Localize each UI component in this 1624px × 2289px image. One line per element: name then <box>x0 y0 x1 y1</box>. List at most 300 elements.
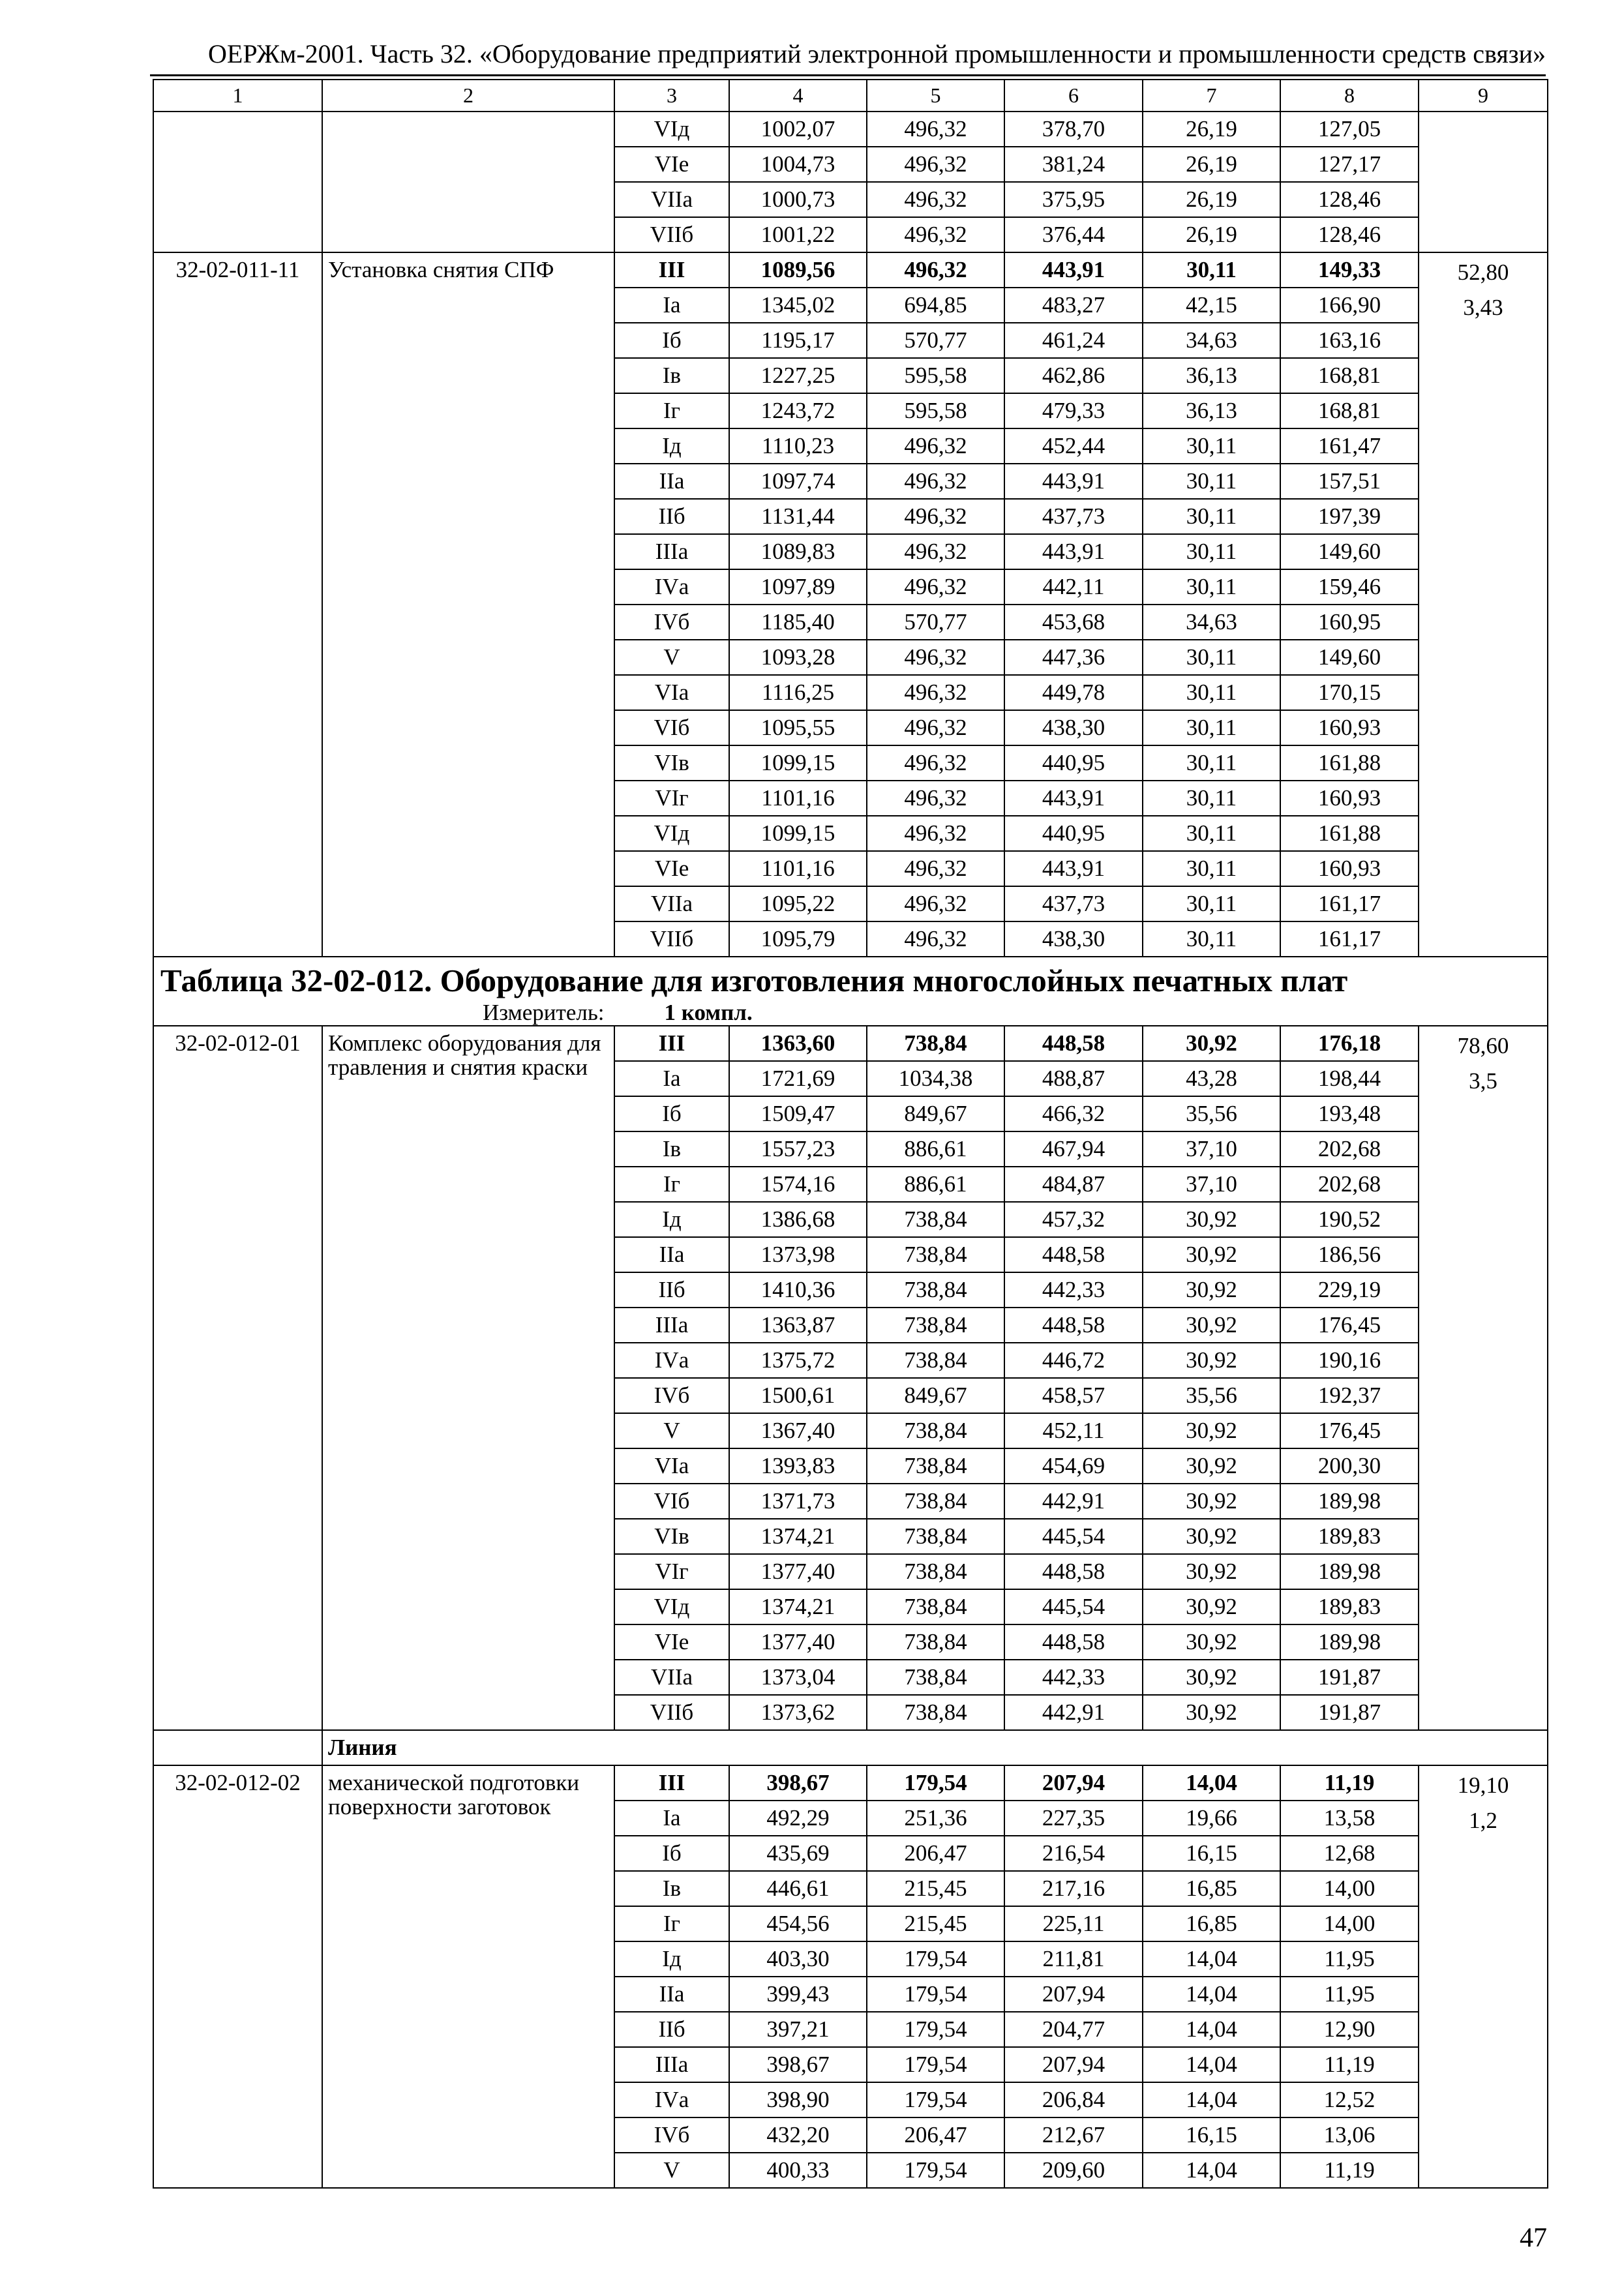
cost-value: 14,00 <box>1280 1906 1419 1941</box>
cost-value: 200,30 <box>1280 1448 1419 1484</box>
cost-value: 26,19 <box>1143 147 1280 182</box>
cost-value: 204,77 <box>1004 2012 1143 2047</box>
zone-code: Iг <box>614 1167 729 1202</box>
cost-value: 186,56 <box>1280 1237 1419 1272</box>
cost-value: 1377,40 <box>729 1554 867 1589</box>
cost-value: 443,91 <box>1004 534 1143 569</box>
zone-code: Iб <box>614 1836 729 1871</box>
cost-value: 160,93 <box>1280 851 1419 886</box>
zone-code: Iа <box>614 1061 729 1096</box>
zone-code: IVб <box>614 2117 729 2153</box>
cost-value: 1101,16 <box>729 781 867 816</box>
cost-value: 378,70 <box>1004 112 1143 147</box>
zone-code: Iв <box>614 1131 729 1167</box>
cost-value: 435,69 <box>729 1836 867 1871</box>
cost-value: 496,32 <box>867 816 1004 851</box>
cost-value: 437,73 <box>1004 886 1143 921</box>
cost-value: 35,56 <box>1143 1096 1280 1131</box>
cost-value: 179,54 <box>867 2012 1004 2047</box>
cost-value: 1509,47 <box>729 1096 867 1131</box>
cost-value: 30,11 <box>1143 921 1280 957</box>
cost-value: 457,32 <box>1004 1202 1143 1237</box>
cost-value: 445,54 <box>1004 1519 1143 1554</box>
cost-value: 496,32 <box>867 499 1004 534</box>
cost-value: 446,61 <box>729 1871 867 1906</box>
cost-value: 496,32 <box>867 710 1004 745</box>
cost-value: 467,94 <box>1004 1131 1143 1167</box>
cost-value: 193,48 <box>1280 1096 1419 1131</box>
cost-value: 149,60 <box>1280 534 1419 569</box>
cost-value: 160,95 <box>1280 605 1419 640</box>
cost-value: 454,69 <box>1004 1448 1143 1484</box>
cost-value: 43,28 <box>1143 1061 1280 1096</box>
cost-value: 179,54 <box>867 1977 1004 2012</box>
cost-value: 168,81 <box>1280 393 1419 428</box>
cost-value: 1101,16 <box>729 851 867 886</box>
cost-value: 217,16 <box>1004 1871 1143 1906</box>
page-number: 47 <box>1520 2223 1547 2253</box>
cost-value: 438,30 <box>1004 710 1143 745</box>
table-body <box>153 80 1548 2188</box>
cost-value: 1093,28 <box>729 640 867 675</box>
cost-value: 738,84 <box>867 1484 1004 1519</box>
zone-code: IIа <box>614 464 729 499</box>
cost-value: 189,98 <box>1280 1554 1419 1589</box>
running-header: ОЕРЖм-2001. Часть 32. «Оборудование предприятий электронной промышленности и промышленности средств связи» <box>150 34 1546 76</box>
cost-value: 479,33 <box>1004 393 1143 428</box>
cost-value: 206,47 <box>867 1836 1004 1871</box>
zone-code: Iб <box>614 323 729 358</box>
cost-value: 16,85 <box>1143 1906 1280 1941</box>
cost-value: 197,39 <box>1280 499 1419 534</box>
cost-value: 160,93 <box>1280 710 1419 745</box>
cost-value: 1099,15 <box>729 816 867 851</box>
table-row <box>153 112 1548 147</box>
cost-value: 886,61 <box>867 1167 1004 1202</box>
cost-value: 30,11 <box>1143 640 1280 675</box>
cost-value: 570,77 <box>867 323 1004 358</box>
cost-value: 30,11 <box>1143 675 1280 710</box>
group-subtitle-row <box>153 1730 1548 1765</box>
cost-value: 738,84 <box>867 1202 1004 1237</box>
cost-value: 448,58 <box>1004 1554 1143 1589</box>
cost-value: 229,19 <box>1280 1272 1419 1308</box>
cost-value: 161,47 <box>1280 428 1419 464</box>
cost-value: 192,37 <box>1280 1378 1419 1413</box>
cost-value: 440,95 <box>1004 816 1143 851</box>
cost-value: 442,33 <box>1004 1660 1143 1695</box>
zone-code: IVа <box>614 2082 729 2117</box>
cost-value: 11,95 <box>1280 1941 1419 1977</box>
table-title: Таблица 32-02-012. Оборудование для изготовления многослойных печатных плат <box>160 963 1348 998</box>
zone-code: IIб <box>614 1272 729 1308</box>
cost-value: 440,95 <box>1004 745 1143 781</box>
group-subtitle: Линия <box>322 1730 1548 1765</box>
cost-value: 496,32 <box>867 640 1004 675</box>
zone-code: VIа <box>614 1448 729 1484</box>
table-row <box>153 252 1548 288</box>
cost-value: 488,87 <box>1004 1061 1143 1096</box>
cost-value: 1374,21 <box>729 1519 867 1554</box>
cost-value: 11,19 <box>1280 1765 1419 1801</box>
zone-code: Iг <box>614 393 729 428</box>
cost-value: 30,92 <box>1143 1026 1280 1061</box>
cost-value: 738,84 <box>867 1660 1004 1695</box>
cost-value: 448,58 <box>1004 1237 1143 1272</box>
cost-value: 398,67 <box>729 2047 867 2082</box>
cost-value: 30,92 <box>1143 1589 1280 1624</box>
table-row <box>153 1765 1548 1801</box>
cost-value: 496,32 <box>867 569 1004 605</box>
col9-values <box>1419 1026 1548 1730</box>
zone-code: VIг <box>614 781 729 816</box>
cost-value: 397,21 <box>729 2012 867 2047</box>
cost-value: 190,52 <box>1280 1202 1419 1237</box>
measure-line <box>160 1001 1547 1025</box>
cost-value: 30,11 <box>1143 851 1280 886</box>
cost-value: 1371,73 <box>729 1484 867 1519</box>
cost-value: 12,90 <box>1280 2012 1419 2047</box>
cost-value: 176,18 <box>1280 1026 1419 1061</box>
cost-value: 442,33 <box>1004 1272 1143 1308</box>
cost-value: 189,83 <box>1280 1589 1419 1624</box>
cost-value: 227,35 <box>1004 1801 1143 1836</box>
cost-value: 496,32 <box>867 886 1004 921</box>
cost-value: 16,85 <box>1143 1871 1280 1906</box>
cost-value: 30,11 <box>1143 886 1280 921</box>
rate-code <box>153 112 322 252</box>
cost-value: 14,00 <box>1280 1871 1419 1906</box>
cost-value: 191,87 <box>1280 1695 1419 1730</box>
cost-value: 466,32 <box>1004 1096 1143 1131</box>
cost-value: 30,92 <box>1143 1695 1280 1730</box>
cost-value: 202,68 <box>1280 1167 1419 1202</box>
cost-value: 738,84 <box>867 1308 1004 1343</box>
cost-value: 42,15 <box>1143 288 1280 323</box>
cost-value: 454,56 <box>729 1906 867 1941</box>
table-row <box>153 1026 1548 1061</box>
cost-value: 1373,98 <box>729 1237 867 1272</box>
col9-values <box>1419 1765 1548 2188</box>
zone-code: IIа <box>614 1977 729 2012</box>
cost-value: 30,11 <box>1143 710 1280 745</box>
cost-value: 738,84 <box>867 1413 1004 1448</box>
cost-value: 400,33 <box>729 2153 867 2188</box>
zone-code: IVа <box>614 569 729 605</box>
column-number: 3 <box>614 80 729 112</box>
zone-code: Iг <box>614 1906 729 1941</box>
column-number: 2 <box>322 80 614 112</box>
zone-code: VIа <box>614 675 729 710</box>
cost-value: 30,11 <box>1143 816 1280 851</box>
cost-value: 30,11 <box>1143 569 1280 605</box>
cost-value: 375,95 <box>1004 182 1143 217</box>
cost-value: 30,92 <box>1143 1448 1280 1484</box>
rate-code: 32-02-012-01 <box>153 1026 322 1730</box>
cost-value: 161,88 <box>1280 816 1419 851</box>
cost-value: 16,15 <box>1143 1836 1280 1871</box>
cost-value: 14,04 <box>1143 1765 1280 1801</box>
cost-value: 215,45 <box>867 1871 1004 1906</box>
cost-value: 161,88 <box>1280 745 1419 781</box>
rates-table <box>153 79 1548 2189</box>
cost-value: 30,92 <box>1143 1624 1280 1660</box>
cost-value: 443,91 <box>1004 851 1143 886</box>
cost-value: 1367,40 <box>729 1413 867 1448</box>
cost-value: 37,10 <box>1143 1131 1280 1167</box>
cost-value: 1097,89 <box>729 569 867 605</box>
col9-value: 3,5 <box>1469 1068 1497 1094</box>
cost-value: 403,30 <box>729 1941 867 1977</box>
cost-value: 30,92 <box>1143 1484 1280 1519</box>
cost-value: 453,68 <box>1004 605 1143 640</box>
cost-value: 738,84 <box>867 1624 1004 1660</box>
cost-value: 1374,21 <box>729 1589 867 1624</box>
col9-value: 52,80 <box>1457 260 1509 285</box>
cost-value: 1243,72 <box>729 393 867 428</box>
column-number-row <box>153 80 1548 112</box>
cost-value: 14,04 <box>1143 2082 1280 2117</box>
cost-value: 849,67 <box>867 1378 1004 1413</box>
cost-value: 30,11 <box>1143 464 1280 499</box>
cost-value: 202,68 <box>1280 1131 1419 1167</box>
cost-value: 496,32 <box>867 464 1004 499</box>
zone-code: VIе <box>614 1624 729 1660</box>
cost-value: 886,61 <box>867 1131 1004 1167</box>
table-caption-row <box>153 957 1548 1026</box>
cost-value: 1095,55 <box>729 710 867 745</box>
cost-value: 448,58 <box>1004 1026 1143 1061</box>
cost-value: 738,84 <box>867 1554 1004 1589</box>
column-number: 6 <box>1004 80 1143 112</box>
column-number: 5 <box>867 80 1004 112</box>
column-number: 7 <box>1143 80 1280 112</box>
cost-value: 452,11 <box>1004 1413 1143 1448</box>
cost-value: 1034,38 <box>867 1061 1004 1096</box>
cost-value: 225,11 <box>1004 1906 1143 1941</box>
zone-code: VIб <box>614 710 729 745</box>
cost-value: 127,05 <box>1280 112 1419 147</box>
cost-value: 36,13 <box>1143 358 1280 393</box>
cost-value: 1574,16 <box>729 1167 867 1202</box>
cost-value: 26,19 <box>1143 217 1280 252</box>
cost-value: 432,20 <box>729 2117 867 2153</box>
cost-value: 447,36 <box>1004 640 1143 675</box>
cost-value: 738,84 <box>867 1237 1004 1272</box>
cost-value: 496,32 <box>867 851 1004 886</box>
zone-code: Iв <box>614 1871 729 1906</box>
zone-code: III <box>614 1765 729 1801</box>
zone-code: Iд <box>614 428 729 464</box>
cost-value: 448,58 <box>1004 1308 1143 1343</box>
cost-value: 1131,44 <box>729 499 867 534</box>
col9-value: 78,60 <box>1457 1033 1509 1059</box>
cost-value: 189,83 <box>1280 1519 1419 1554</box>
cost-value: 30,92 <box>1143 1237 1280 1272</box>
cost-value: 30,11 <box>1143 252 1280 288</box>
zone-code: Iа <box>614 1801 729 1836</box>
cost-value: 189,98 <box>1280 1484 1419 1519</box>
cost-value: 496,32 <box>867 147 1004 182</box>
cost-value: 161,17 <box>1280 921 1419 957</box>
col9-value: 19,10 <box>1457 1773 1509 1799</box>
cost-value: 30,11 <box>1143 499 1280 534</box>
cost-value: 1721,69 <box>729 1061 867 1096</box>
measure-label: Измеритель: <box>483 1000 605 1026</box>
equipment-name: механической подготовки поверхности заготовок <box>322 1765 614 2188</box>
col9-value: 3,43 <box>1463 295 1503 320</box>
cost-value: 14,04 <box>1143 1941 1280 1977</box>
zone-code: VIIб <box>614 217 729 252</box>
cost-value: 1373,62 <box>729 1695 867 1730</box>
measure-value: 1 компл. <box>664 1000 753 1026</box>
cost-value: 595,58 <box>867 358 1004 393</box>
cost-value: 1099,15 <box>729 745 867 781</box>
cost-value: 738,84 <box>867 1695 1004 1730</box>
cost-value: 13,58 <box>1280 1801 1419 1836</box>
cost-value: 446,72 <box>1004 1343 1143 1378</box>
cost-value: 216,54 <box>1004 1836 1143 1871</box>
cost-value: 206,47 <box>867 2117 1004 2153</box>
cost-value: 376,44 <box>1004 217 1143 252</box>
cost-value: 496,32 <box>867 675 1004 710</box>
cost-value: 496,32 <box>867 921 1004 957</box>
cost-value: 198,44 <box>1280 1061 1419 1096</box>
zone-code: Iд <box>614 1202 729 1237</box>
cost-value: 149,33 <box>1280 252 1419 288</box>
zone-code: VIе <box>614 147 729 182</box>
cost-value: 448,58 <box>1004 1624 1143 1660</box>
cost-value: 442,91 <box>1004 1484 1143 1519</box>
cost-value: 30,92 <box>1143 1343 1280 1378</box>
cost-value: 1195,17 <box>729 323 867 358</box>
cost-value: 458,57 <box>1004 1378 1143 1413</box>
cost-value: 14,04 <box>1143 2047 1280 2082</box>
cost-value: 160,93 <box>1280 781 1419 816</box>
cost-value: 30,11 <box>1143 745 1280 781</box>
cost-value: 26,19 <box>1143 182 1280 217</box>
cost-value: 1095,22 <box>729 886 867 921</box>
cost-value: 1089,83 <box>729 534 867 569</box>
zone-code: IIб <box>614 2012 729 2047</box>
cost-value: 30,92 <box>1143 1308 1280 1343</box>
zone-code: VIIа <box>614 1660 729 1695</box>
cost-value: 16,15 <box>1143 2117 1280 2153</box>
cost-value: 157,51 <box>1280 464 1419 499</box>
cost-value: 1363,60 <box>729 1026 867 1061</box>
equipment-name: Комплекс оборудования для травления и снятия краски <box>322 1026 614 1730</box>
cost-value: 1500,61 <box>729 1378 867 1413</box>
zone-code: III <box>614 252 729 288</box>
cost-value: 207,94 <box>1004 1765 1143 1801</box>
cost-value: 694,85 <box>867 288 1004 323</box>
cost-value: 30,92 <box>1143 1413 1280 1448</box>
cost-value: 14,04 <box>1143 1977 1280 2012</box>
cost-value: 738,84 <box>867 1519 1004 1554</box>
cost-value: 166,90 <box>1280 288 1419 323</box>
cost-value: 738,84 <box>867 1343 1004 1378</box>
cost-value: 11,95 <box>1280 1977 1419 2012</box>
zone-code: Iв <box>614 358 729 393</box>
cost-value: 179,54 <box>867 2153 1004 2188</box>
cost-value: 179,54 <box>867 1941 1004 1977</box>
cost-value: 492,29 <box>729 1801 867 1836</box>
cost-value: 1363,87 <box>729 1308 867 1343</box>
cost-value: 442,11 <box>1004 569 1143 605</box>
zone-code: IVб <box>614 1378 729 1413</box>
zone-code: VIд <box>614 1589 729 1624</box>
cost-value: 30,11 <box>1143 428 1280 464</box>
cost-value: 445,54 <box>1004 1589 1143 1624</box>
cost-value: 14,04 <box>1143 2153 1280 2188</box>
zone-code: Iд <box>614 1941 729 1977</box>
cost-value: 849,67 <box>867 1096 1004 1131</box>
cost-value: 19,66 <box>1143 1801 1280 1836</box>
cost-value: 443,91 <box>1004 464 1143 499</box>
equipment-name: Установка снятия СПФ <box>322 252 614 957</box>
cost-value: 1386,68 <box>729 1202 867 1237</box>
cost-value: 1393,83 <box>729 1448 867 1484</box>
cost-value: 30,11 <box>1143 781 1280 816</box>
cost-value: 398,67 <box>729 1765 867 1801</box>
cost-value: 170,15 <box>1280 675 1419 710</box>
cost-value: 1185,40 <box>729 605 867 640</box>
cost-value: 738,84 <box>867 1272 1004 1308</box>
cost-value: 496,32 <box>867 428 1004 464</box>
cost-value: 34,63 <box>1143 605 1280 640</box>
cost-value: 496,32 <box>867 252 1004 288</box>
col9-values <box>1419 252 1548 957</box>
cost-value: 14,04 <box>1143 2012 1280 2047</box>
cost-value: 484,87 <box>1004 1167 1143 1202</box>
cost-value: 1410,36 <box>729 1272 867 1308</box>
cost-value: 595,58 <box>867 393 1004 428</box>
cost-value: 738,84 <box>867 1589 1004 1624</box>
cost-value: 168,81 <box>1280 358 1419 393</box>
zone-code: VIг <box>614 1554 729 1589</box>
zone-code: IIIа <box>614 534 729 569</box>
zone-code: V <box>614 640 729 675</box>
col9-values <box>1419 112 1548 252</box>
cost-value: 496,32 <box>867 112 1004 147</box>
cost-value: 437,73 <box>1004 499 1143 534</box>
cost-value: 496,32 <box>867 781 1004 816</box>
cost-value: 496,32 <box>867 217 1004 252</box>
cost-value: 212,67 <box>1004 2117 1143 2153</box>
zone-code: IIIа <box>614 2047 729 2082</box>
rate-code: 32-02-011-11 <box>153 252 322 957</box>
zone-code: VIд <box>614 112 729 147</box>
cost-value: 1557,23 <box>729 1131 867 1167</box>
cost-value: 496,32 <box>867 182 1004 217</box>
cost-value: 30,92 <box>1143 1272 1280 1308</box>
cost-value: 159,46 <box>1280 569 1419 605</box>
cost-value: 1345,02 <box>729 288 867 323</box>
cost-value: 30,92 <box>1143 1519 1280 1554</box>
cost-value: 738,84 <box>867 1026 1004 1061</box>
cost-value: 11,19 <box>1280 2047 1419 2082</box>
zone-code: III <box>614 1026 729 1061</box>
cost-value: 1227,25 <box>729 358 867 393</box>
cost-value: 36,13 <box>1143 393 1280 428</box>
cost-value: 1377,40 <box>729 1624 867 1660</box>
cost-value: 179,54 <box>867 1765 1004 1801</box>
zone-code: Iб <box>614 1096 729 1131</box>
cost-value: 128,46 <box>1280 182 1419 217</box>
cost-value: 11,19 <box>1280 2153 1419 2188</box>
cost-value: 37,10 <box>1143 1167 1280 1202</box>
cost-value: 26,19 <box>1143 112 1280 147</box>
